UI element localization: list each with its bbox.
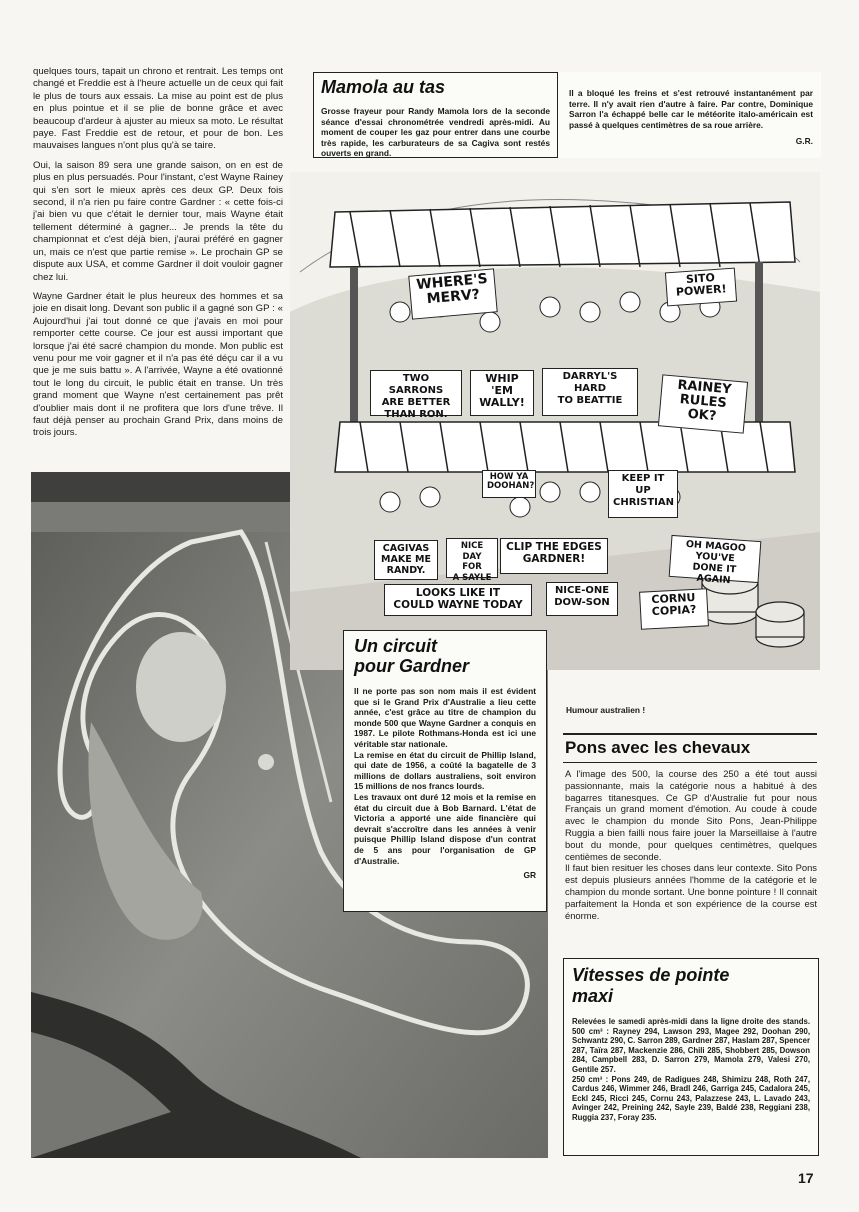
circuit-signature: GR <box>523 870 536 881</box>
article-paragraph: A l'image des 500, la course des 250 a été tout aussi passionnante, mais la catégorie nous a habitué à des bagarres titanesques. Ce GP d'Australie fut pour nous Français un grand moment d'émotion. Au coude à coude avec le champion du monde Sito Pons, Jean-Philippe Ruggia a bien failli nous faire jouer la Marseillaise à l'autre bout du monde, pour quelques centimètres, quelques centièmes de seconde. <box>565 768 817 862</box>
article-paragraph: Wayne Gardner était le plus heureux des hommes et sa joie en disait long. Devant son public il a gagné son GP : « Aujourd'hui j'ai tout donné ce que j'avais en moi pour remporter cette course. Ce jour est aussi important que lorsque j'ai été sacré champion du monde. Mon public est venu pour me voir gagner et il n'a pas été déçu car il a vu que je me suis battu ». A l'arrivée, Wayne a été ovationné tout le long du circuit, le public était en transe. Un très grand moment que Wayne n'est certainement pas prêt d'oublier mais dont il ne profitera que lors d'une trêve. Il faut déjà penser au prochain Grand Prix, dans moins de trois jours. <box>33 290 283 439</box>
sign-rainey-rules: RAINEY RULES OK? <box>658 374 748 433</box>
sign-keep-it-up: KEEP IT UP CHRISTIAN <box>608 470 678 518</box>
vitesses-title-line2: maxi <box>572 986 614 1006</box>
circuit-paragraph: Les travaux ont duré 12 mois et la remise en état du circuit due à Bob Barnard. L'état de Victoria a apporté une aide financière qui devrait s'accroître dans les années à venir puisque Phillip Island dispose d'un contrat de 5 ans pour l'organisation de GP d'Australie. <box>354 791 536 866</box>
sign-cornu-copia: CORNU COPIA? <box>639 588 709 630</box>
circuit-title-line2: pour Gardner <box>354 656 470 676</box>
awning-top <box>330 202 795 267</box>
sign-two-sarrons: TWO SARRONS ARE BETTER THAN RON. <box>370 370 462 416</box>
mamola-text-right: Il a bloqué les freins et s'est retrouvé instantanément par terre. Il n'y avait rien d'autre à faire. Par contre, Dominique Sarron l'a échappé belle car le météorite italo-américain est passé à quelques centimètres de sa roue arrière. <box>569 88 813 130</box>
mamola-box <box>313 72 821 158</box>
vitesses-paragraph: 250 cm³ : Pons 249, de Radigues 248, Shimizu 248, Roth 247, Cardus 246, Wimmer 246, Bradl 246, Garriga 245, Cadalora 245, Eckl 245, Ricci 245, Cornu 243, Palazzese 243, L. Lavado 243, Avinger 242, Preining 242, Sayle 239, Baldé 238, Reggiani 238, Ruggia 237, Foray 235. <box>572 1074 810 1122</box>
circuit-title-line1: Un circuit <box>354 636 438 656</box>
vitesses-title-line1: Vitesses de pointe <box>572 965 730 985</box>
sign-whip-em-wally: WHIP 'EM WALLY! <box>470 370 534 416</box>
left-column-article <box>33 66 283 447</box>
sign-clip-the-edges: CLIP THE EDGES GARDNER! <box>500 538 608 574</box>
pons-article-body <box>565 768 817 921</box>
sign-cagivas: CAGIVAS MAKE ME RANDY. <box>374 540 438 580</box>
article-paragraph: quelques tours, tapait un chrono et rentrait. Les temps ont changé et Freddie est à l'heure actuelle un de ceux qui fait le plus de tours aux essais. La mise au point est de plus en plus pointue et il se plie de bonne grâce et avec beaucoup d'ardeur à ajuster au mieux sa moto. Le résultat paye. Fast Freddie est de retour, et pour de bon. Les mauvaises langues n'ont plus qu'à se taire. <box>33 66 283 152</box>
sign-wheres-merv: WHERE'S MERV? <box>408 268 498 319</box>
sign-nice-day: NICE DAY FOR A SAYLE <box>446 538 498 578</box>
pons-rule-bottom <box>563 762 817 763</box>
circuit-box <box>343 630 547 912</box>
mamola-title: Mamola au tas <box>321 77 446 97</box>
sign-how-ya-doohan: HOW YA DOOHAN? <box>482 470 536 498</box>
vitesses-paragraph: Relevées le samedi après-midi dans la ligne droite des stands. 500 cm³ : Rayney 294, Lawson 293, Magee 292, Doohan 290, Schwantz 290, C. Sarron 289, Gardner 287, Haslam 287, Spencer 287, Taïra 287, Mackenzie 286, Chili 285, Shobbert 285, Dowson 284, Campbell 283, D. Sarron 279, Mamola 279, Valesi 270, Gentile 257. <box>572 1017 810 1074</box>
sign-looks-like-it: LOOKS LIKE IT COULD WAYNE TODAY <box>384 584 532 616</box>
mamola-text-left: Grosse frayeur pour Randy Mamola lors de la seconde séance d'essai chronométrée vendredi après-midi. Au moment de couper les gaz pour entrer dans une courbe très rapide, les carburateurs de sa Cagiva sont restés ouverts en grand. <box>321 106 550 159</box>
sign-darryls-hard: DARRYL'S HARD TO BEATTIE <box>542 368 638 416</box>
circuit-paragraph: Il ne porte pas son nom mais il est évident que si le Grand Prix d'Australie a lieu cette année, c'est grâce au titre de champion du monde 500 que Wayne Gardner a conquis en 1987. Le pilote Rothmans-Honda est ici une véritable star nationale. <box>354 686 536 749</box>
sign-oh-magoo: OH MAGOO YOU'VE DONE IT AGAIN <box>669 535 762 583</box>
pons-rule-top <box>563 733 817 735</box>
sign-nice-one-dowson: NICE-ONE DOW-SON <box>546 582 618 616</box>
circuit-paragraph: La remise en état du circuit de Phillip Island, qui date de 1956, a coûté la bagatelle de 3 millions de dollars australiens, soit environ 15 millions de nos francs lourds. <box>354 749 536 792</box>
article-paragraph: Oui, la saison 89 sera une grande saison, on en est de plus en plus persuadés. Pour l'instant, c'est Wayne Rainey qui s'en sort le mieux après ces deux GP. Deux fois second, il n'a rien pu faire contre Gardner : « cette fois-ci j'ai bien vu que c'était le dernier tour, mais Wayne était tellement déterminé à gagner... Je prends la tête du championnat et c'est déjà bien, j'aurai préféré en gagner un, mais ce n'est que partie remise ». Le prochain GP se dispute aux USA, et comme Gardner il doit vouloir gagner chez lui. <box>33 159 283 283</box>
pons-title: Pons avec les chevaux <box>565 738 751 757</box>
sign-sito-power: SITO POWER! <box>665 268 737 307</box>
crowd-cartoon <box>290 172 820 670</box>
article-paragraph: Il faut bien resituer les choses dans leur contexte. Sito Pons est depuis plusieurs années l'homme de la catégorie et le champion du monde sortant. Une bonne pointure ! Il connait parfaitement la Honda et son expérience de la course est énorme. <box>565 862 817 921</box>
vitesses-box <box>563 958 819 1156</box>
cartoon-caption: Humour australien ! <box>566 705 646 715</box>
mamola-signature: G.R. <box>795 136 813 147</box>
page-number: 17 <box>798 1170 814 1186</box>
